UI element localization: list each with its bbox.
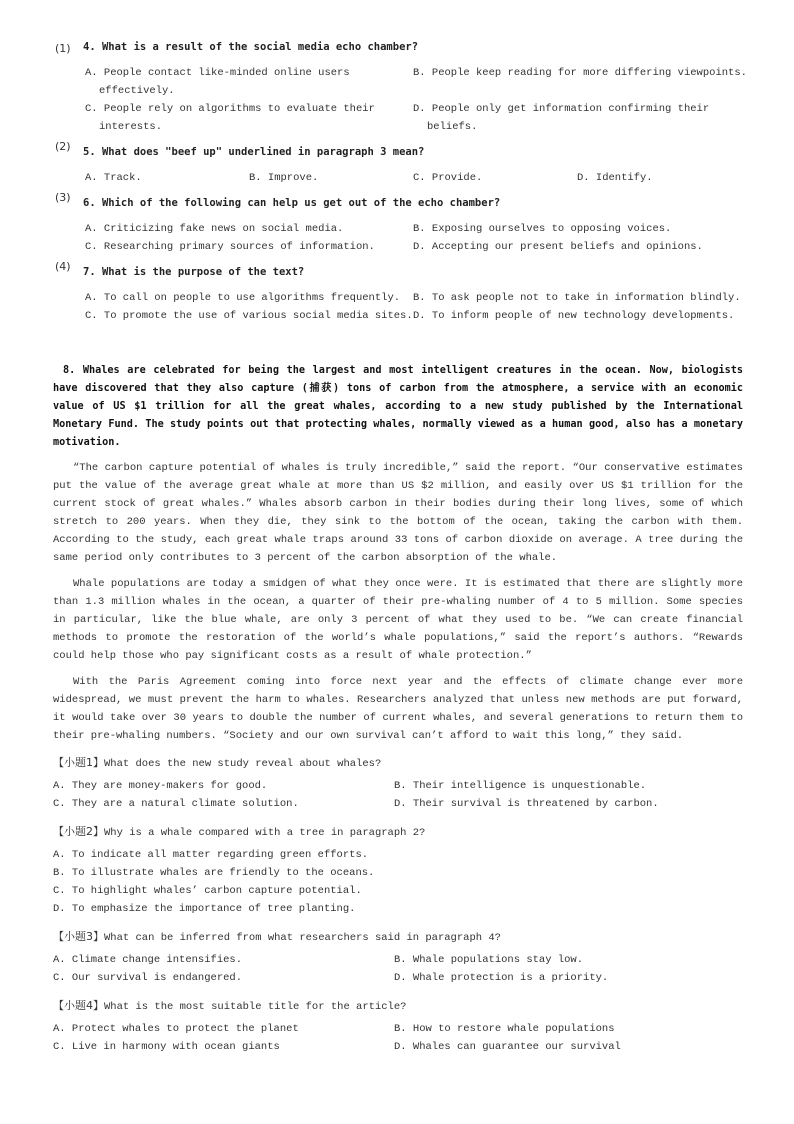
option-a: A. Protect whales to protect the planet <box>53 1023 299 1035</box>
option-d: D. Their survival is threatened by carbon. <box>394 798 659 810</box>
question-number: (2) <box>55 140 71 153</box>
option-d: D. To emphasize the importance of tree planting. <box>53 903 356 915</box>
option-d: D. Whale protection is a priority. <box>394 972 609 984</box>
option-a: A. Track. <box>85 172 142 184</box>
option-a: A. Climate change intensifies. <box>53 954 243 966</box>
passage-paragraph-2: “The carbon capture potential of whales is truly incredible,” said the report. “Our conservative estimates put the value of the average great whale at more than US $2 million, and easily over US $1 trillion for the current stock of great whales.” Whales absorb carbon in their bodies during their long lives, some of which stretch to 200 years. When they die, they sink to the bottom of the ocean, taking the carbon with them. According to the study, each great whale traps around 33 tons of carbon dioxide on average. A tree during the same period only contributes to 3 percent of the carbon absorption of the whale. <box>53 462 743 564</box>
subquestion-text: What is the most suitable title for the article? <box>104 1001 407 1013</box>
option-d: D. Accepting our present beliefs and opinions. <box>413 241 703 253</box>
passage-paragraph-3: Whale populations are today a smidgen of what they once were. It is estimated that there are slightly more than 1.3 million whales in the ocean, a quarter of their pre-whaling number of 4 to 5 million. Some species in particular, like the blue whale, are only 3 percent of what they used to be. “We can create financial methods to promote the restoration of the world’s whale populations,” said the report’s authors. “Rewards could help those who pay significant costs as a result of whale protection.” <box>53 578 743 662</box>
option-c-cont: interests. <box>99 121 163 133</box>
option-d: D. Identify. <box>577 172 653 184</box>
option-b: B. Improve. <box>249 172 319 184</box>
option-a: A. To call on people to use algorithms frequently. <box>85 292 401 304</box>
option-b: B. To illustrate whales are friendly to the oceans. <box>53 867 375 879</box>
subquestion-text: Why is a whale compared with a tree in paragraph 2? <box>104 827 426 839</box>
option-d: D. People only get information confirming their <box>413 103 710 115</box>
passage-paragraph-4: With the Paris Agreement coming into force next year and the effects of climate change ever more widespread, we must prevent the harm to whales. Researchers analyzed that unless new methods are put forward, it would take over 30 years to double the number of current whales, and several generations to return them to their pre-whaling numbers. “Society and our own survival can’t afford to wait this long,” they said. <box>53 676 743 742</box>
passage-intro: 8. Whales are celebrated for being the largest and most intelligent creatures in the ocean. Now, biologists have discovered that they also capture (捕获) tons of carbon from the atmosphere, a service with an economic value of US $1 trillion for all the great whales, according to a new study published by the International Monetary Fund. The study points out that protecting whales, normally viewed as a human good, also has a monetary motivation. <box>53 365 743 448</box>
option-c: C. Our survival is endangered. <box>53 972 243 984</box>
subquestion-stem <box>53 997 406 1013</box>
question-number: (3) <box>55 191 71 204</box>
option-b: B. Their intelligence is unquestionable. <box>394 780 647 792</box>
option-a: A. To indicate all matter regarding green efforts. <box>53 849 369 861</box>
option-a-cont: effectively. <box>99 85 175 97</box>
question-text: 6. Which of the following can help us get out of the echo chamber? <box>83 197 501 209</box>
subquestion-stem <box>53 754 381 770</box>
option-c: C. They are a natural climate solution. <box>53 798 299 810</box>
subquestion-tag: 【小题4】 <box>53 999 104 1012</box>
option-c: C. Researching primary sources of information. <box>85 241 375 253</box>
option-c: C. People rely on algorithms to evaluate their <box>85 103 375 115</box>
option-a: A. Criticizing fake news on social media. <box>85 223 344 235</box>
option-c: C. Provide. <box>413 172 483 184</box>
option-c: C. Live in harmony with ocean giants <box>53 1041 280 1053</box>
option-a: A. They are money-makers for good. <box>53 780 268 792</box>
subquestion-text: What can be inferred from what researchers said in paragraph 4? <box>104 932 501 944</box>
option-c: C. To highlight whales’ carbon capture potential. <box>53 885 362 897</box>
option-b: B. Whale populations stay low. <box>394 954 584 966</box>
subquestion-stem <box>53 823 425 839</box>
option-b: B. To ask people not to take in information blindly. <box>413 292 741 304</box>
option-c: C. To promote the use of various social media sites. <box>85 310 413 322</box>
question-text: 5. What does "beef up" underlined in paragraph 3 mean? <box>83 146 425 158</box>
subquestion-tag: 【小题1】 <box>53 756 104 769</box>
question-text: 4. What is a result of the social media echo chamber? <box>83 41 419 53</box>
question-text: 7. What is the purpose of the text? <box>83 266 305 278</box>
option-d: D. Whales can guarantee our survival <box>394 1041 621 1053</box>
option-a: A. People contact like-minded online users <box>85 67 350 79</box>
option-b: B. How to restore whale populations <box>394 1023 615 1035</box>
option-b: B. Exposing ourselves to opposing voices. <box>413 223 672 235</box>
question-number: (4) <box>55 260 71 273</box>
subquestion-tag: 【小题2】 <box>53 825 104 838</box>
option-d-cont: beliefs. <box>427 121 478 133</box>
option-d: D. To inform people of new technology developments. <box>413 310 735 322</box>
subquestion-stem <box>53 928 501 944</box>
option-b: B. People keep reading for more differing viewpoints. <box>413 67 747 79</box>
subquestion-text: What does the new study reveal about whales? <box>104 758 382 770</box>
subquestion-tag: 【小题3】 <box>53 930 104 943</box>
question-number: (1) <box>55 42 71 55</box>
